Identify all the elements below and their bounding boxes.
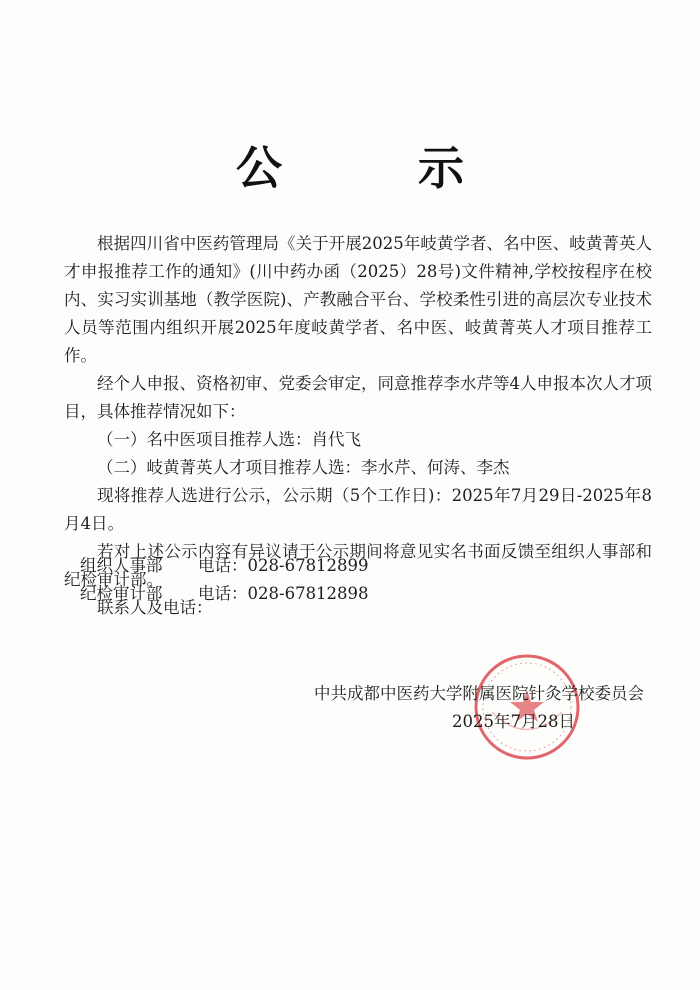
contact-phone: 电话：028-67812898: [198, 584, 369, 603]
signature-date: 2025年7月28日: [452, 712, 575, 731]
contact-dept: 纪检审计部: [80, 584, 163, 603]
contact-row: [80, 552, 369, 580]
paragraph-publicity-period: 现将推荐人选进行公示，公示期（5个工作日)：2025年7月29日-2025年8月4日。: [64, 486, 652, 533]
contact-dept: 组织人事部: [80, 556, 163, 575]
contact-row: [80, 580, 369, 608]
signature-org: 中共成都中医药大学附属医院针灸学校委员会: [314, 684, 644, 703]
list-item-famous-doctor: （一）名中医项目推荐人选：肖代飞: [97, 430, 361, 449]
paragraph-review: 经个人申报、资格初审、党委会审定，同意推荐李水芹等4人申报本次人才项目，具体推荐情况如下：: [64, 374, 652, 421]
contact-phone: 电话：028-67812899: [198, 556, 369, 575]
paragraph-basis: 根据四川省中医药管理局《关于开展2025年岐黄学者、名中医、岐黄菁英人才申报推荐工作的通知》(川中药办函（2025）28号)文件精神,学校按程序在校内、实习实训基地（教学医院)、产教融合平台、学校柔性引进的高层次专业技术人员等范围内组织开展2025年度岐黄学者、名中医、岐黄菁英人才项目推荐工作。: [64, 234, 652, 365]
contact-heading: 联系人及电话：: [97, 598, 213, 617]
document-title: 公 示: [235, 141, 524, 195]
paragraph-objection: 若对上述公示内容有异议请于公示期间将意见实名书面反馈至组织人事部和纪检审计部。: [64, 542, 652, 589]
list-item-talent: （二）岐黄菁英人才项目推荐人选：李水芹、何涛、李杰: [97, 458, 510, 477]
